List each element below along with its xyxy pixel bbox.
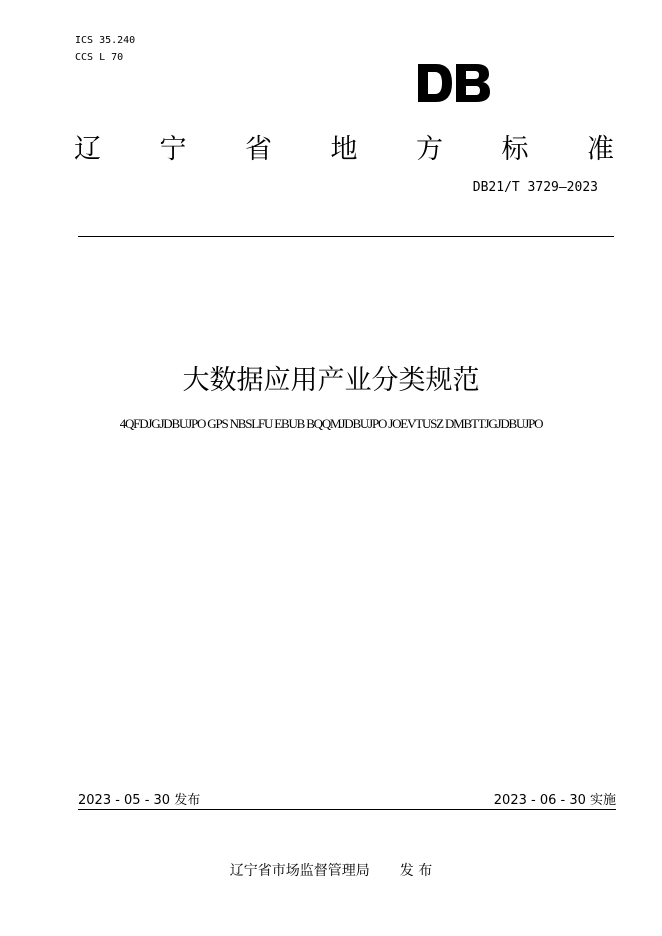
- issuer-name: 辽宁省市场监督管理局: [229, 863, 370, 879]
- implement-date: 2023 - 06 - 30 实施: [493, 793, 616, 808]
- footer-divider: [78, 809, 616, 810]
- db-logo: [416, 62, 492, 104]
- standard-type-char: 省: [245, 134, 272, 165]
- standard-type: [74, 127, 614, 166]
- publish-date: 2023 - 05 - 30 发布: [78, 793, 201, 808]
- standard-type-char: 地: [330, 134, 358, 165]
- ics-code: ICS 35.240: [75, 35, 136, 46]
- header-divider: [78, 236, 614, 237]
- standard-type-char: 宁: [159, 134, 187, 165]
- ccs-code: CCS L 70: [75, 52, 124, 63]
- classification-codes: [75, 32, 135, 66]
- standard-code: DB21/T 3729—2023: [472, 180, 598, 195]
- standard-type-char: 方: [416, 134, 443, 165]
- document-title: 大数据应用产业分类规范: [182, 365, 480, 396]
- standard-type-char: 准: [587, 134, 614, 165]
- standard-type-char: 辽: [74, 134, 101, 165]
- issue-label: 发 布: [399, 863, 433, 879]
- standard-type-char: 标: [501, 134, 529, 165]
- issuer-line: [0, 860, 662, 880]
- document-subtitle: 4QFDJGJDBUJPO GPS NBSLFU EBUB BQQMJDBUJPO JOEVTUSZ DMBTTJGJDBUJPO: [119, 416, 543, 431]
